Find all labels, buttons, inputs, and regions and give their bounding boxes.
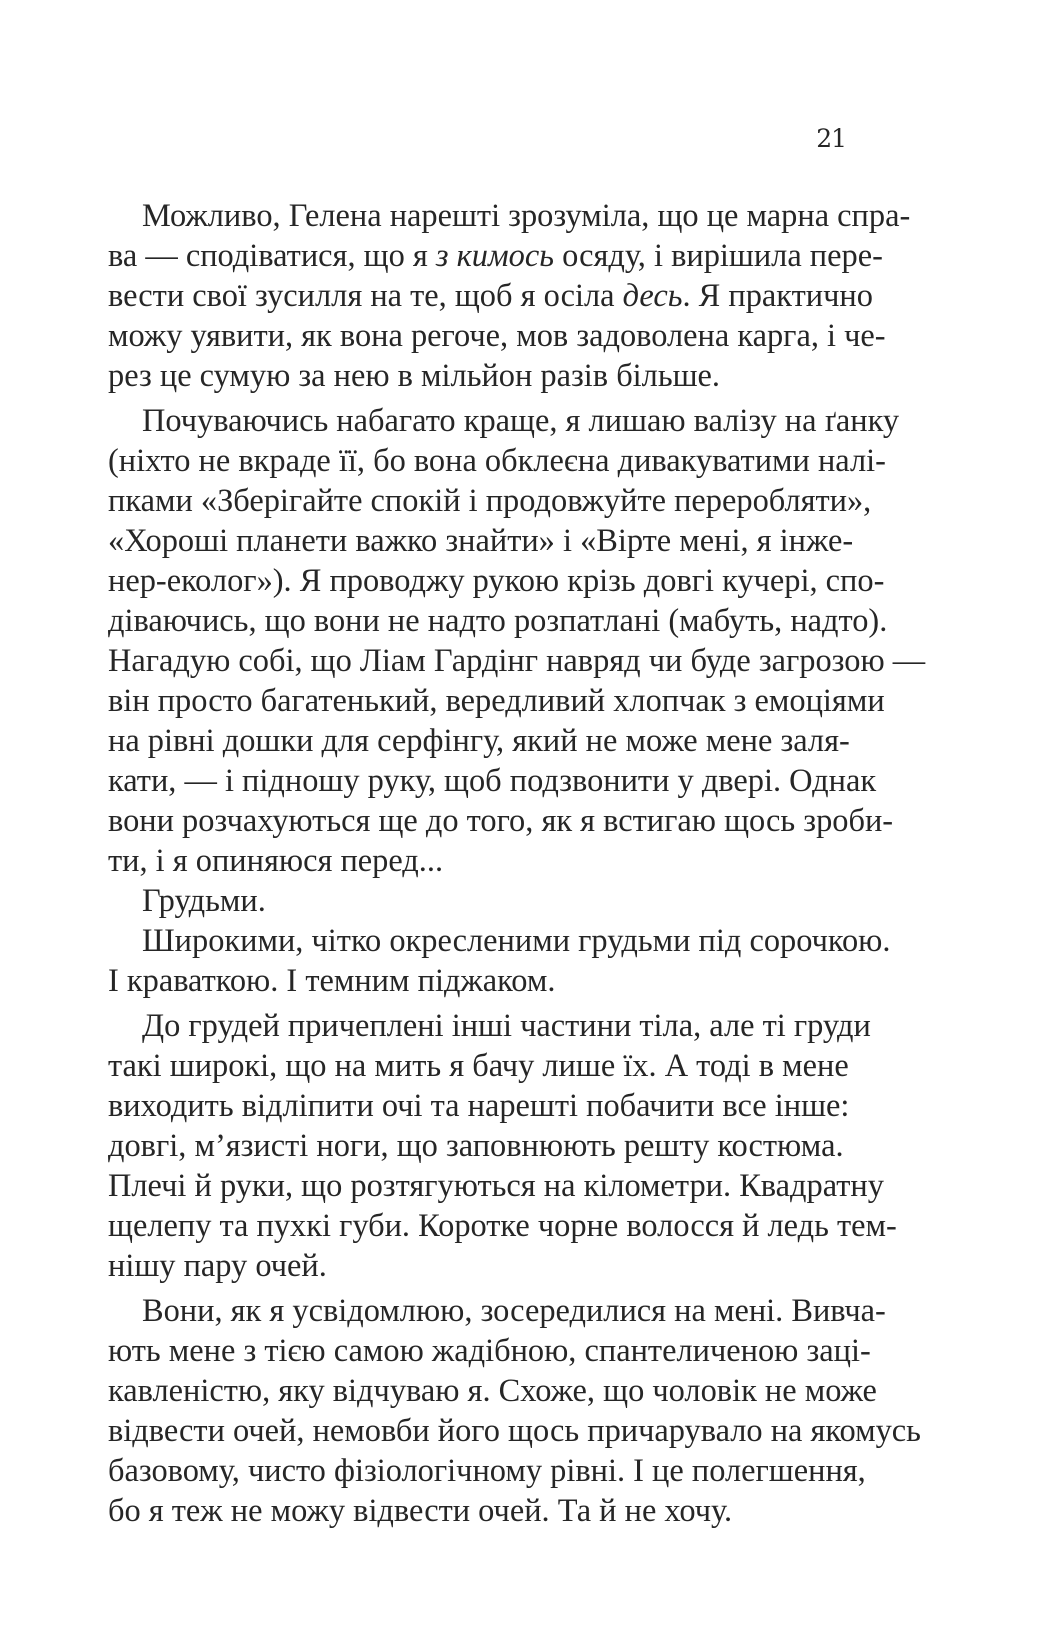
text-line [108, 1411, 921, 1451]
text-line [108, 1206, 897, 1246]
text-line [108, 1451, 866, 1491]
text-line [108, 521, 854, 561]
body-text [108, 196, 926, 1531]
text-segment: ти, і я опиняюся перед... [108, 843, 444, 879]
text-segment: Вони, як я усвідомлюю, зосередилися на мені. Вивча- [142, 1293, 886, 1329]
page-number: 21 [816, 124, 846, 153]
text-line [108, 801, 894, 841]
text-line [108, 236, 883, 276]
text-line [108, 881, 842, 921]
text-line [108, 401, 900, 441]
text-line [108, 841, 842, 881]
text-line [108, 1331, 871, 1371]
text-line [108, 601, 888, 641]
text-segment: І краваткою. І темним піджаком. [108, 963, 556, 999]
text-segment: нішу пару очей. [108, 1248, 327, 1284]
text-segment: такі широкі, що на мить я бачу лише їх. А тоді в мене [108, 1048, 849, 1084]
text-segment: «Хороші планети важко знайти» і «Вірте мені, я інже- [108, 523, 854, 559]
text-line [108, 196, 911, 236]
italic-segment: десь [622, 278, 683, 314]
text-line [108, 481, 872, 521]
text-line [108, 356, 842, 396]
text-segment: нер-еколог»). Я проводжу рукою крізь довгі кучері, спо- [108, 563, 885, 599]
text-line [108, 1046, 849, 1086]
text-segment: вести свої зусилля на те, щоб я осіла [108, 278, 623, 314]
text-segment: бо я теж не можу відвести очей. Та й не хочу. [108, 1493, 733, 1529]
text-line [108, 961, 842, 1001]
text-line [108, 441, 886, 481]
text-segment: на рівні дошки для серфінгу, який не може мене заля- [108, 723, 850, 759]
text-line [108, 1246, 842, 1286]
text-line [108, 1006, 871, 1046]
text-segment: осяду, і вирішила пере- [553, 238, 883, 274]
text-line [108, 276, 873, 316]
text-segment: Почуваючись набагато краще, я лишаю валізу на ґанку [142, 403, 900, 439]
text-line [108, 1166, 884, 1206]
text-line [108, 721, 850, 761]
text-segment: Нагадую собі, що Ліам Гардінг навряд чи буде загрозою — [108, 643, 926, 679]
text-segment: можу уявити, як вона регоче, мов задоволена карга, і че- [108, 318, 886, 354]
text-segment: . Я практично [682, 278, 873, 314]
text-segment: вони розчахуються ще до того, як я встигаю щось зроби- [108, 803, 894, 839]
text-segment: Можливо, Гелена нарешті зрозуміла, що це марна спра- [142, 198, 911, 234]
text-segment: відвести очей, немовби його щось причарувало на якомусь [108, 1413, 921, 1449]
text-line [108, 1371, 877, 1411]
text-segment: кати, — і підношу руку, щоб подзвонити у двері. Однак [108, 763, 877, 799]
text-segment: Широкими, чітко окресленими грудьми під сорочкою. [142, 923, 891, 959]
text-segment: довгі, м’язисті ноги, що заповнюють решту костюма. [108, 1128, 844, 1164]
text-segment: він просто багатенький, вередливий хлопчак з емоціями [108, 683, 885, 719]
text-segment: ють мене з тією самою жадібною, спантеличеною заці- [108, 1333, 871, 1369]
text-segment: кавленістю, яку відчуваю я. Схоже, що чоловік не може [108, 1373, 877, 1409]
text-segment: (ніхто не вкраде її, бо вона обклеєна дивакуватими налі- [108, 443, 886, 479]
text-line [108, 316, 886, 356]
text-segment: пками «Зберігайте спокій і продовжуйте переробляти», [108, 483, 872, 519]
text-segment: щелепу та пухкі губи. Коротке чорне волосся й ледь тем- [108, 1208, 897, 1244]
text-line [108, 1291, 886, 1331]
text-segment: базовому, чисто фізіологічному рівні. І це полегшення, [108, 1453, 866, 1489]
text-line [108, 1126, 842, 1166]
text-segment: Плечі й руки, що розтягуються на кілометри. Квадратну [108, 1168, 884, 1204]
text-line [108, 761, 877, 801]
text-segment: рез це сумую за нею в мільйон разів більше. [108, 358, 721, 394]
text-segment: Грудьми. [142, 883, 266, 919]
italic-segment: з кимось [435, 238, 554, 274]
text-line [108, 1491, 842, 1531]
text-segment: ва — сподіватися, що я [108, 238, 436, 274]
text-line [108, 1086, 850, 1126]
text-line [108, 921, 891, 961]
text-segment: діваючись, що вони не надто розпатлані (мабуть, надто). [108, 603, 888, 639]
text-segment: виходить відліпити очі та нарешті побачити все інше: [108, 1088, 850, 1124]
text-line [108, 641, 926, 681]
text-segment: До грудей причеплені інші частини тіла, але ті груди [142, 1008, 871, 1044]
text-line [108, 681, 885, 721]
text-line [108, 561, 885, 601]
